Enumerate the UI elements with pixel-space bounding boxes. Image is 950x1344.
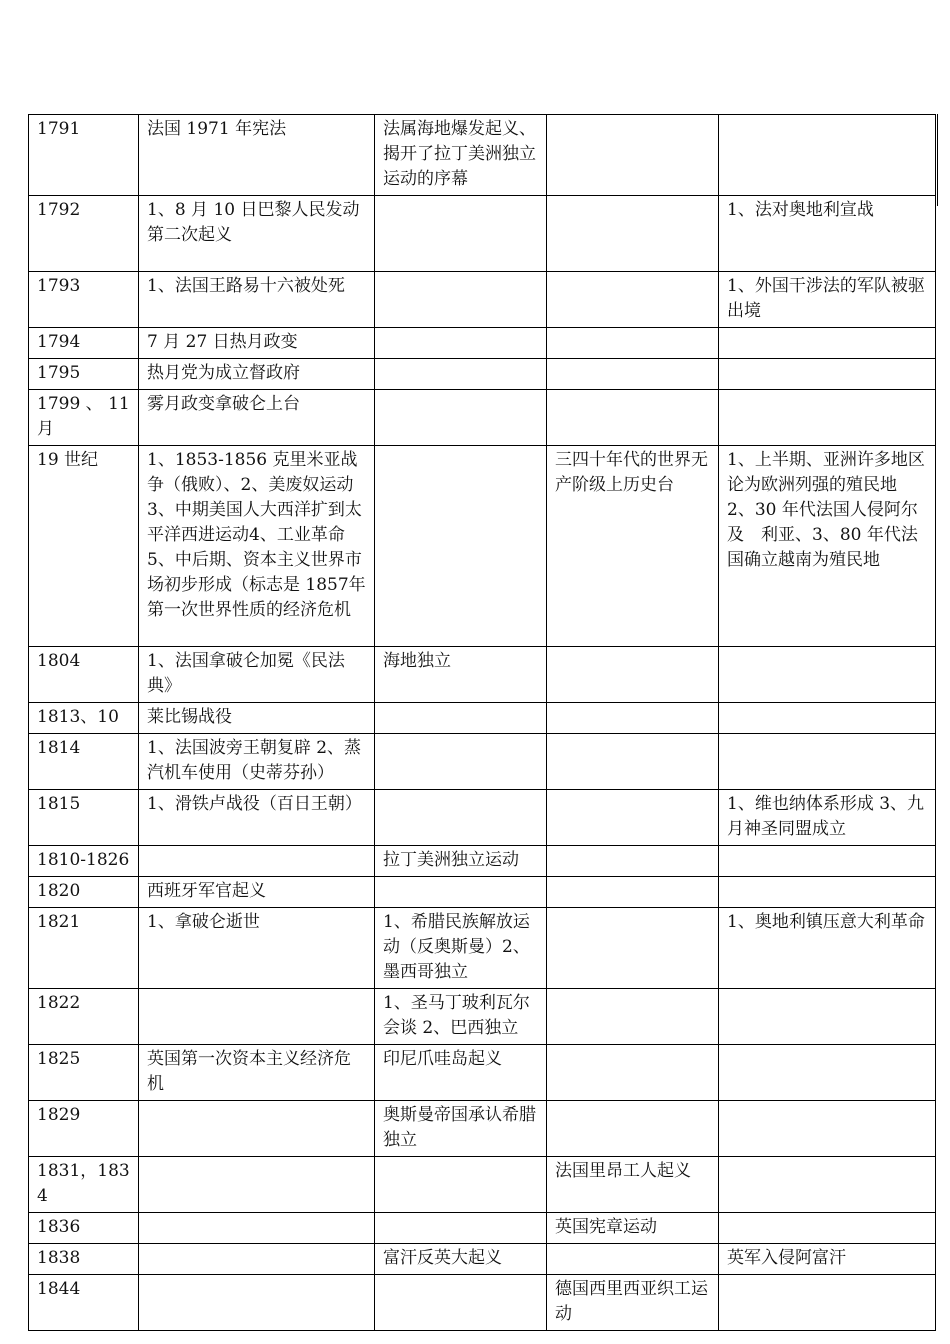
- event-cell: 德国西里西亚织工运动: [547, 1275, 719, 1331]
- event-cell: 印尼爪哇岛起义: [375, 1045, 547, 1101]
- event-cell: [719, 989, 936, 1045]
- year-cell: 1813、10: [29, 703, 139, 734]
- event-cell: 拉丁美洲独立运动: [375, 846, 547, 877]
- event-cell: [547, 908, 719, 989]
- event-cell: 西班牙军官起义: [139, 877, 375, 908]
- event-cell: 英国宪章运动: [547, 1213, 719, 1244]
- event-cell: 1、奥地利镇压意大利革命: [719, 908, 936, 989]
- event-cell: [547, 703, 719, 734]
- table-row: [29, 1213, 936, 1244]
- year-cell: 19 世纪: [29, 446, 139, 647]
- year-cell: 1836: [29, 1213, 139, 1244]
- year-cell: 1791: [29, 115, 139, 196]
- event-cell: 1、拿破仑逝世: [139, 908, 375, 989]
- event-cell: [547, 390, 719, 446]
- event-cell: 1、滑铁卢战役（百日王朝）: [139, 790, 375, 846]
- event-cell: [375, 390, 547, 446]
- table-row: [29, 390, 936, 446]
- event-cell: 法属海地爆发起义、揭开了拉丁美洲独立运动的序幕: [375, 115, 547, 196]
- event-cell: 英国第一次资本主义经济危机: [139, 1045, 375, 1101]
- year-cell: 1821: [29, 908, 139, 989]
- table-row: [29, 196, 936, 272]
- year-cell: 1820: [29, 877, 139, 908]
- event-cell: [547, 846, 719, 877]
- year-cell: 1793: [29, 272, 139, 328]
- event-cell: [719, 1045, 936, 1101]
- event-cell: [547, 647, 719, 703]
- event-cell: 三四十年代的世界无产阶级上历史台: [547, 446, 719, 647]
- table-row: [29, 359, 936, 390]
- year-cell: 1815: [29, 790, 139, 846]
- event-cell: 1、法国王路易十六被处死: [139, 272, 375, 328]
- event-cell: [719, 647, 936, 703]
- event-cell: [547, 734, 719, 790]
- event-cell: 海地独立: [375, 647, 547, 703]
- event-cell: [139, 846, 375, 877]
- event-cell: [719, 1157, 936, 1213]
- event-cell: [375, 790, 547, 846]
- event-cell: 莱比锡战役: [139, 703, 375, 734]
- table-row: [29, 877, 936, 908]
- event-cell: 1、1853-1856 克里米亚战争（俄败）、2、美废奴运动 3、中期美国人大西洋扩到太平洋西进运动4、工业革命 5、中后期、资本主义世界市场初步形成（标志是 1857年第一次世界性质的经济危机: [139, 446, 375, 647]
- event-cell: 法国里昂工人起义: [547, 1157, 719, 1213]
- event-cell: [719, 115, 936, 196]
- event-cell: [375, 703, 547, 734]
- year-cell: 1794: [29, 328, 139, 359]
- event-cell: [719, 1213, 936, 1244]
- right-border-rule: [937, 114, 938, 206]
- table-row: [29, 647, 936, 703]
- event-cell: 奥斯曼帝国承认希腊独立: [375, 1101, 547, 1157]
- event-cell: [139, 1213, 375, 1244]
- event-cell: [375, 734, 547, 790]
- year-cell: 1822: [29, 989, 139, 1045]
- event-cell: [375, 1275, 547, 1331]
- event-cell: [375, 196, 547, 272]
- event-cell: [547, 196, 719, 272]
- event-cell: [547, 877, 719, 908]
- event-cell: [719, 1275, 936, 1331]
- event-cell: 7 月 27 日热月政变: [139, 328, 375, 359]
- event-cell: [719, 703, 936, 734]
- event-cell: [139, 1157, 375, 1213]
- event-cell: 1、维也纳体系形成 3、九月神圣同盟成立: [719, 790, 936, 846]
- event-cell: [719, 359, 936, 390]
- event-cell: [375, 359, 547, 390]
- event-cell: [719, 846, 936, 877]
- event-cell: [547, 790, 719, 846]
- year-cell: 1814: [29, 734, 139, 790]
- event-cell: [375, 1157, 547, 1213]
- event-cell: [139, 1244, 375, 1275]
- event-cell: [139, 1101, 375, 1157]
- year-cell: 1838: [29, 1244, 139, 1275]
- event-cell: [547, 1244, 719, 1275]
- table-row: [29, 734, 936, 790]
- table-row: [29, 1244, 936, 1275]
- event-cell: 英军入侵阿富汗: [719, 1244, 936, 1275]
- table-row: [29, 1275, 936, 1331]
- year-cell: 1829: [29, 1101, 139, 1157]
- event-cell: [375, 446, 547, 647]
- event-cell: 法国 1971 年宪法: [139, 115, 375, 196]
- year-cell: 1804: [29, 647, 139, 703]
- table-row: [29, 115, 936, 196]
- year-cell: 1799 、 11 月: [29, 390, 139, 446]
- event-cell: [547, 359, 719, 390]
- table-row: [29, 1157, 936, 1213]
- table-row: [29, 703, 936, 734]
- event-cell: [547, 328, 719, 359]
- event-cell: [375, 328, 547, 359]
- table-row: [29, 1101, 936, 1157]
- event-cell: [139, 1275, 375, 1331]
- year-cell: 1795: [29, 359, 139, 390]
- event-cell: [375, 272, 547, 328]
- year-cell: 1844: [29, 1275, 139, 1331]
- event-cell: [547, 1045, 719, 1101]
- event-cell: 1、法国拿破仑加冕《民法典》: [139, 647, 375, 703]
- table-row: [29, 908, 936, 989]
- event-cell: [719, 390, 936, 446]
- event-cell: [547, 272, 719, 328]
- event-cell: 富汗反英大起义: [375, 1244, 547, 1275]
- table-row: [29, 272, 936, 328]
- event-cell: 1、外国干涉法的军队被驱出境: [719, 272, 936, 328]
- event-cell: [719, 328, 936, 359]
- event-cell: [375, 1213, 547, 1244]
- event-cell: [139, 989, 375, 1045]
- event-cell: [547, 115, 719, 196]
- event-cell: 1、希腊民族解放运动（反奥斯曼）2、墨西哥独立: [375, 908, 547, 989]
- table-body: [29, 115, 936, 1331]
- event-cell: [547, 989, 719, 1045]
- event-cell: 热月党为成立督政府: [139, 359, 375, 390]
- event-cell: 1、法国波旁王朝复辟 2、蒸汽机车使用（史蒂芬孙）: [139, 734, 375, 790]
- event-cell: 雾月政变拿破仑上台: [139, 390, 375, 446]
- event-cell: [375, 877, 547, 908]
- history-timeline-table: [28, 114, 936, 1331]
- event-cell: 1、法对奥地利宣战: [719, 196, 936, 272]
- event-cell: [719, 877, 936, 908]
- year-cell: 1792: [29, 196, 139, 272]
- event-cell: 1、上半期、亚洲许多地区论为欧洲列强的殖民地 2、30 年代法国人侵阿尔及 利亚、3、80 年代法国确立越南为殖民地: [719, 446, 936, 647]
- event-cell: [719, 734, 936, 790]
- table-row: [29, 790, 936, 846]
- event-cell: 1、8 月 10 日巴黎人民发动第二次起义: [139, 196, 375, 272]
- table-row: [29, 446, 936, 647]
- event-cell: [547, 1101, 719, 1157]
- year-cell: 1810-1826: [29, 846, 139, 877]
- event-cell: 1、圣马丁玻利瓦尔会谈 2、巴西独立: [375, 989, 547, 1045]
- table-row: [29, 1045, 936, 1101]
- table-row: [29, 989, 936, 1045]
- event-cell: [719, 1101, 936, 1157]
- year-cell: 1825: [29, 1045, 139, 1101]
- table-row: [29, 846, 936, 877]
- year-cell: 1831，1834: [29, 1157, 139, 1213]
- table-row: [29, 328, 936, 359]
